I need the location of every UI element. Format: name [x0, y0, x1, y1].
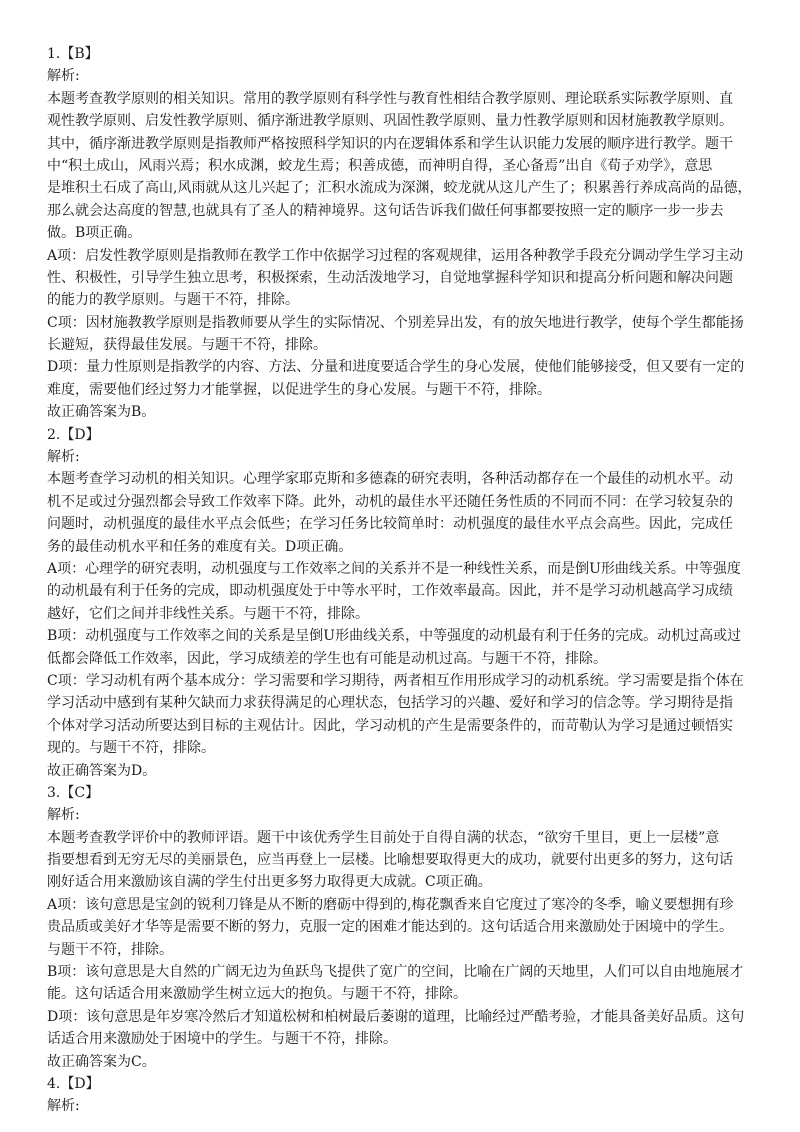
text-line: 3.【C】	[47, 784, 100, 801]
text-line: 的能力的教学原则。与题干不符，排除。	[47, 292, 299, 309]
text-line: D项：量力性原则是指教学的内容、方法、分量和进度要适合学生的身心发展，使他们能够接受，但又要有一定的	[47, 359, 745, 376]
text-line: 解析:	[47, 449, 80, 466]
text-line: 4.【D】	[47, 1075, 100, 1092]
text-line: 故正确答案为D。	[47, 762, 157, 779]
text-line: 低都会降低工作效率，因此，学习成绩差的学生也有可能是动机过高。与题干不符，排除。	[47, 650, 607, 667]
answer-document	[47, 43, 757, 1118]
text-line: 刚好适合用来激励该自满的学生付出更多努力取得更大成就。C项正确。	[47, 874, 492, 891]
text-line: 2.【D】	[47, 426, 100, 443]
text-line: 现的。与题干不符，排除。	[47, 740, 215, 757]
text-line: 故正确答案为B。	[47, 404, 156, 421]
text-line: 解析:	[47, 807, 80, 824]
text-line: 观性教学原则、启发性教学原则、循序渐进教学原则、巩固性教学原则、量力性教学原则和因材施教教学原则。	[47, 113, 733, 130]
text-line: C项：因材施教教学原则是指教师要从学生的实际情况、个别差异出发，有的放矢地进行教学，使每个学生都能扬	[47, 314, 744, 331]
text-line: B项：该句意思是大自然的广阔无边为鱼跃鸟飞提供了宽广的空间，比喻在广阔的天地里，人们可以自由地施展才	[47, 964, 744, 981]
text-line: 个体对学习活动所要达到目标的主观估计。因此，学习动机的产生是需要条件的，而苛勒认为学习是通过顿悟实	[47, 717, 733, 734]
text-line: 话适合用来激励处于困境中的学生。与题干不符，排除。	[47, 1031, 397, 1048]
text-line: 难度，需要他们经过努力才能掌握，以促进学生的身心发展。与题干不符，排除。	[47, 381, 551, 398]
text-line: 指要想看到无穷无尽的美丽景色，应当再登上一层楼。比喻想要取得更大的成功，就要付出更多的努力，这句话	[47, 852, 733, 869]
text-line: 性、积极性，引导学生独立思考，积极探索，生动活泼地学习，自觉地掌握科学知识和提高分析问题和解决问题	[47, 269, 733, 286]
text-line: 中“积土成山，风雨兴焉；积水成渊，蛟龙生焉；积善成德，而神明自得，圣心备焉”出自《荀子劝学》，意思	[47, 157, 713, 174]
text-line: 故正确答案为C。	[47, 1053, 156, 1070]
text-line: 务的最佳动机水平和任务的难度有关。D项正确。	[47, 538, 353, 555]
text-line: 1.【B】	[47, 46, 99, 62]
text-line: 本题考查教学原则的相关知识。常用的教学原则有科学性与教育性相结合教学原则、理论联系实际教学原则、直	[47, 90, 733, 107]
text-line: 长避短，获得最佳发展。与题干不符，排除。	[47, 337, 327, 354]
text-line: 本题考查教学评价中的教师评语。题干中该优秀学生目前处于自得自满的状态，“欲穷千里目，更上一层楼”意	[47, 829, 720, 846]
text-line: 问题时，动机强度的最佳水平点会低些；在学习任务比较简单时：动机强度的最佳水平点会高些。因此，完成任	[47, 516, 733, 533]
text-line: 的动机最有利于任务的完成，即动机强度处于中等水平时，工作效率最高。因此，并不是学习动机越高学习成绩	[47, 583, 733, 600]
text-line: 是堆积土石成了高山,风雨就从这儿兴起了；汇积水流成为深渊，蛟龙就从这儿产生了；积累善行养成高尚的品德，	[47, 180, 752, 197]
text-line: 那么就会达高度的智慧,也就具有了圣人的精神境界。这句话告诉我们做任何事都要按照一定的顺序一步一步去	[47, 202, 724, 219]
text-line: 机不足或过分强烈都会导致工作效率下降。此外，动机的最佳水平还随任务性质的不同而不同：在学习较复杂的	[47, 493, 733, 510]
text-line: B项：动机强度与工作效率之间的关系是呈倒U形曲线关系，中等强度的动机最有利于任务的完成。动机过高或过	[47, 628, 742, 645]
text-line: 做。B项正确。	[47, 225, 142, 242]
text-line: 解析:	[47, 1098, 80, 1115]
text-line: A项：启发性教学原则是指教师在教学工作中依据学习过程的客观规律，运用各种教学手段充分调动学生学习主动	[47, 247, 744, 264]
text-line: A项：心理学的研究表明，动机强度与工作效率之间的关系并不是一种线性关系，而是倒U形曲线关系。中等强度	[47, 560, 741, 577]
text-line: 能。这句话适合用来激励学生树立远大的抱负。与题干不符，排除。	[47, 986, 467, 1003]
text-line: 其中，循序渐进教学原则是指教师严格按照科学知识的内在逻辑体系和学生认识能力发展的顺序进行教学。题干	[47, 135, 733, 152]
text-line: A项：该句意思是宝剑的锐利刀锋是从不断的磨砺中得到的,梅花飘香来自它度过了寒冷的冬季，喻义要想拥有珍	[47, 896, 734, 913]
text-line: 贵品质或美好才华等是需要不断的努力，克服一定的困难才能达到的。这句话适合用来激励处于困境中的学生。	[47, 919, 733, 936]
text-line: 与题干不符，排除。	[47, 941, 173, 958]
text-line: C项：学习动机有两个基本成分：学习需要和学习期待，两者相互作用形成学习的动机系统。学习需要是指个体在	[47, 672, 744, 689]
text-line: 越好，它们之间并非线性关系。与题干不符，排除。	[47, 605, 369, 622]
text-line: 学习活动中感到有某种欠缺而力求获得满足的心理状态，包括学习的兴趣、爱好和学习的信念等。学习期待是指	[47, 695, 733, 712]
text-line: 本题考查学习动机的相关知识。心理学家耶克斯和多德森的研究表明，各种活动都存在一个最佳的动机水平。动	[47, 471, 733, 488]
text-line: 解析:	[47, 68, 80, 85]
text-line: D项：该句意思是年岁寒冷然后才知道松树和柏树最后萎谢的道理，比喻经过严酷考验，才能具备美好品质。这句	[47, 1008, 745, 1025]
